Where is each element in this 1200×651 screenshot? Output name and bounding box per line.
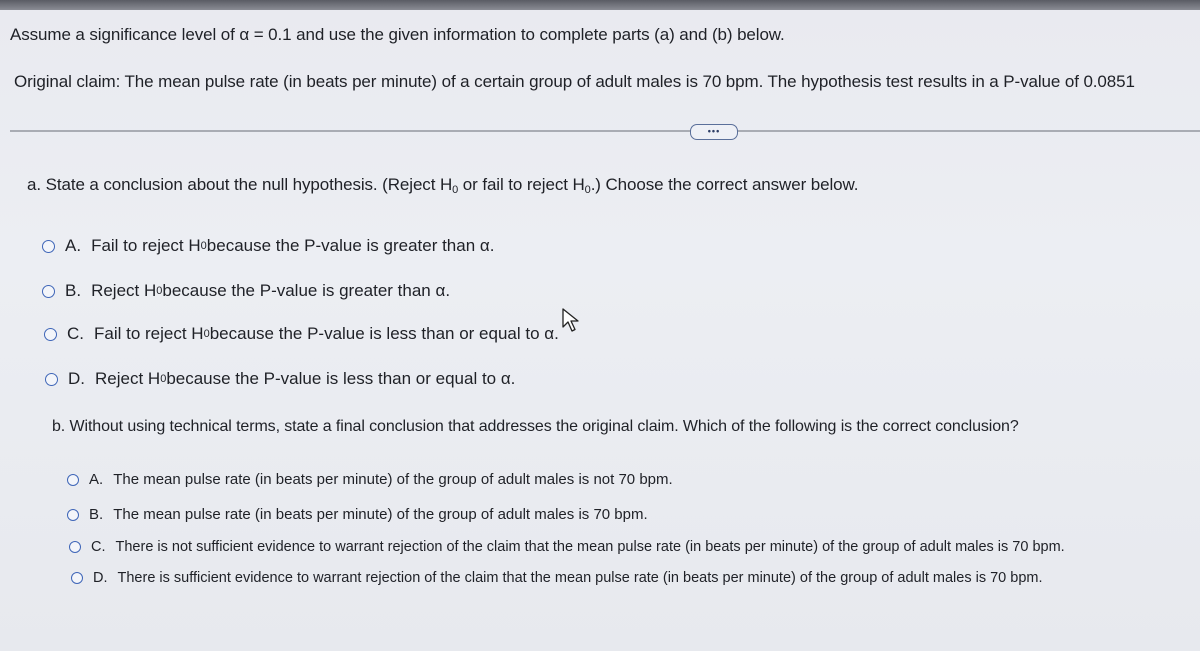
part-b-question: b. Without using technical terms, state a final conclusion that addresses the original claim. Which of the following is the correct conclusion? xyxy=(52,418,1019,435)
part-a-option-d[interactable]: D. Reject H 0 because the P-value is less than or equal to α. xyxy=(45,369,515,389)
radio-button[interactable] xyxy=(42,285,55,298)
radio-button[interactable] xyxy=(67,509,79,521)
part-a-option-a[interactable]: A. Fail to reject H 0 because the P-value is greater than α. xyxy=(42,236,494,256)
part-b-option-d[interactable]: D. There is sufficient evidence to warrant rejection of the claim that the mean pulse rate (in beats per minute) of the group of adult males is 70 bpm. xyxy=(71,570,1043,586)
radio-button[interactable] xyxy=(71,572,83,584)
radio-button[interactable] xyxy=(69,541,81,553)
section-divider xyxy=(10,130,1200,132)
part-b-option-b[interactable]: B. The mean pulse rate (in beats per minute) of the group of adult males is 70 bpm. xyxy=(67,506,648,523)
part-a-option-c[interactable]: C. Fail to reject H 0 because the P-value is less than or equal to α. xyxy=(44,324,559,344)
part-a-option-b[interactable]: B. Reject H 0 because the P-value is greater than α. xyxy=(42,281,450,301)
instruction-text: Assume a significance level of α = 0.1 and use the given information to complete parts (a) and (b) below. xyxy=(10,25,785,44)
radio-button[interactable] xyxy=(42,240,55,253)
radio-button[interactable] xyxy=(67,474,79,486)
radio-button[interactable] xyxy=(45,373,58,386)
part-b-option-c[interactable]: C. There is not sufficient evidence to warrant rejection of the claim that the mean pulse rate (in beats per minute) of the group of adult males is 70 bpm. xyxy=(69,539,1065,555)
window-top-edge xyxy=(0,0,1200,10)
part-a-question: a. State a conclusion about the null hypothesis. (Reject $H_0$ or fail to reject $H_0$.) Choose the correct answer below. xyxy=(27,175,859,196)
radio-button[interactable] xyxy=(44,328,57,341)
original-claim-text: Original claim: The mean pulse rate (in beats per minute) of a certain group of adult males is 70 bpm. The hypothesis test results in a P-value of 0.0851 xyxy=(14,72,1135,91)
mouse-pointer-icon xyxy=(560,307,582,333)
expand-more-button[interactable]: ••• xyxy=(690,124,738,140)
part-b-option-a[interactable]: A. The mean pulse rate (in beats per minute) of the group of adult males is not 70 bpm. xyxy=(67,471,673,488)
